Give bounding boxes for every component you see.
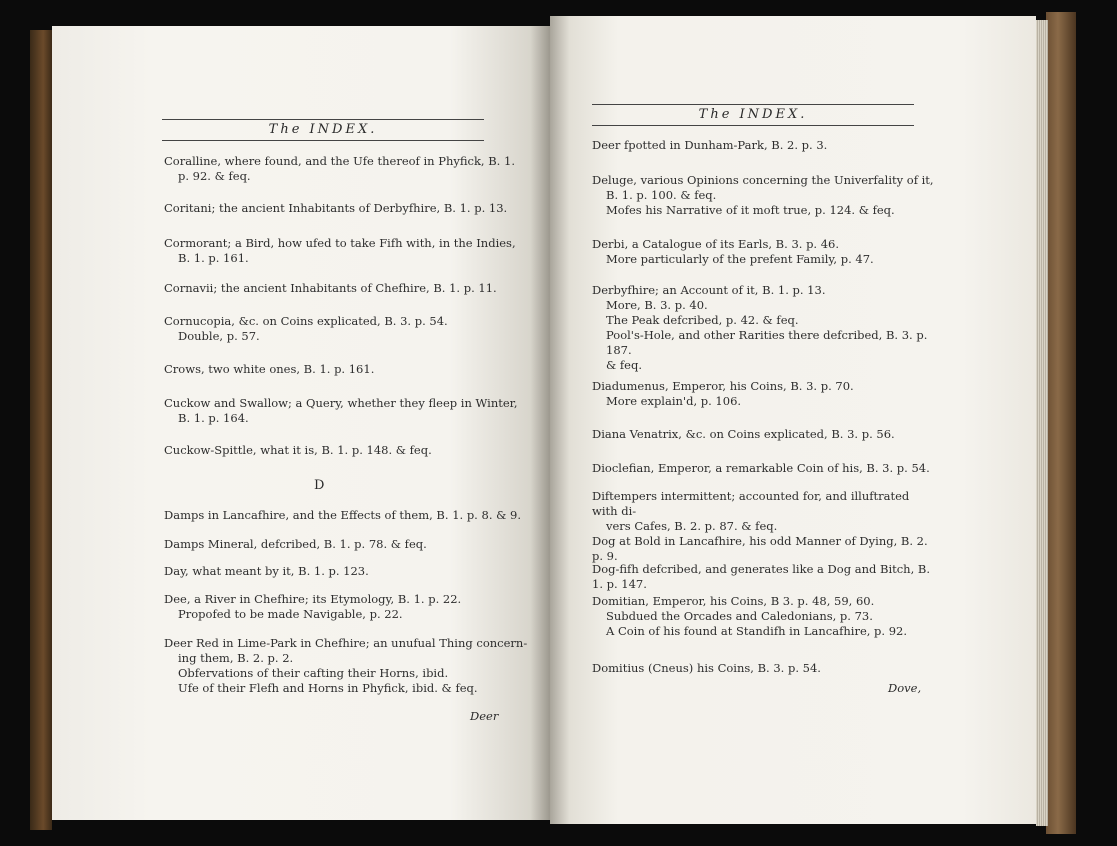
entry-headword-line: Day, what meant by it, B. 1. p. 123. bbox=[164, 564, 369, 578]
entry-continuation-line: B. 1. p. 161. bbox=[178, 251, 249, 265]
entry-headword-line: Cornucopia, &c. on Coins explicated, B. 3. p. 54. bbox=[164, 314, 448, 328]
index-entry bbox=[592, 534, 937, 564]
entry-headword-line: Domitian, Emperor, his Coins, B 3. p. 48, 59, 60. bbox=[592, 594, 875, 608]
index-entry bbox=[592, 138, 937, 153]
entry-continuation-line: Ufe of their Flefh and Horns in Phyfick, ibid. & feq. bbox=[178, 681, 478, 695]
entry-headword-line: Deer fpotted in Dunham-Park, B. 2. p. 3. bbox=[592, 138, 828, 152]
entry-continuation-line: More explain'd, p. 106. bbox=[606, 394, 742, 408]
entry-headword-line: Dog-fifh defcribed, and generates like a Dog and Bitch, B. 1. p. 147. bbox=[592, 562, 931, 591]
left-page-header: The INDEX. bbox=[268, 122, 378, 137]
right-page bbox=[550, 16, 1036, 824]
catchword: Deer bbox=[470, 709, 499, 723]
entry-continuation-line: A Coin of his found at Standifh in Lancafhire, p. 92. bbox=[606, 624, 908, 638]
entry-continuation-line: Double, p. 57. bbox=[178, 329, 260, 343]
entry-headword-line: Damps Mineral, defcribed, B. 1. p. 78. & feq. bbox=[164, 537, 427, 551]
index-entry bbox=[164, 396, 534, 426]
index-entry bbox=[164, 443, 534, 458]
entry-continuation-line: p. 92. & feq. bbox=[178, 169, 251, 183]
entry-headword-line: Coritani; the ancient Inhabitants of Derbyfhire, B. 1. p. 13. bbox=[164, 201, 508, 215]
entry-headword-line: Coralline, where found, and the Ufe thereof in Phyfick, B. 1. bbox=[164, 154, 515, 168]
entry-headword-line: Cuckow-Spittle, what it is, B. 1. p. 148. & feq. bbox=[164, 443, 432, 457]
entry-headword-line: Dioclefian, Emperor, a remarkable Coin of his, B. 3. p. 54. bbox=[592, 461, 930, 475]
header-rule-top bbox=[592, 104, 914, 105]
entry-headword-line: Diana Venatrix, &c. on Coins explicated, B. 3. p. 56. bbox=[592, 427, 895, 441]
index-entry bbox=[164, 314, 534, 344]
entry-continuation-line: Pool's-Hole, and other Rarities there defcribed, B. 3. p. 187. bbox=[606, 328, 928, 357]
entry-headword-line: Cuckow and Swallow; a Query, whether they fleep in Winter, bbox=[164, 396, 518, 410]
book-cover-right bbox=[1046, 12, 1076, 834]
index-entry bbox=[592, 379, 937, 409]
entry-headword-line: Damps in Lancafhire, and the Effects of them, B. 1. p. 8. & 9. bbox=[164, 508, 521, 522]
entry-continuation-line: Subdued the Orcades and Caledonians, p. 73. bbox=[606, 609, 873, 623]
index-entry bbox=[592, 173, 937, 218]
index-entry bbox=[592, 489, 937, 534]
entry-continuation-line: More particularly of the prefent Family, p. 47. bbox=[606, 252, 874, 266]
index-entry bbox=[164, 636, 534, 696]
header-rule-bottom bbox=[592, 125, 914, 126]
entry-continuation-line: Mofes his Narrative of it moft true, p. 124. & feq. bbox=[606, 203, 895, 217]
entry-headword-line: Diftempers intermittent; accounted for, and illuftrated with di- bbox=[592, 489, 910, 518]
index-entry bbox=[592, 283, 937, 373]
right-page-header: The INDEX. bbox=[698, 107, 808, 122]
entry-headword-line: Diadumenus, Emperor, his Coins, B. 3. p. 70. bbox=[592, 379, 854, 393]
index-entry bbox=[592, 237, 937, 267]
entry-headword-line: Dee, a River in Chefhire; its Etymology, B. 1. p. 22. bbox=[164, 592, 462, 606]
entry-headword-line: Deluge, various Opinions concerning the Univerfality of it, bbox=[592, 173, 934, 187]
entry-continuation-line: Obfervations of their cafting their Horns, ibid. bbox=[178, 666, 449, 680]
index-entry bbox=[164, 537, 534, 552]
index-entry bbox=[164, 201, 534, 216]
entry-headword-line: Cormorant; a Bird, how ufed to take Fifh with, in the Indies, bbox=[164, 236, 516, 250]
entry-continuation-line: Propofed to be made Navigable, p. 22. bbox=[178, 607, 403, 621]
entry-headword-line: Domitius (Cneus) his Coins, B. 3. p. 54. bbox=[592, 661, 821, 675]
entry-continuation-line: vers Cafes, B. 2. p. 87. & feq. bbox=[606, 519, 778, 533]
page-edges bbox=[1036, 20, 1048, 826]
index-entry bbox=[164, 236, 534, 266]
open-book bbox=[30, 12, 1076, 837]
index-entry bbox=[592, 427, 937, 442]
index-entry bbox=[164, 508, 534, 523]
entry-continuation-line: ing them, B. 2. p. 2. bbox=[178, 651, 294, 665]
book-cover-left bbox=[30, 30, 52, 830]
entry-headword-line: Derbi, a Catalogue of its Earls, B. 3. p. 46. bbox=[592, 237, 840, 251]
header-rule-bottom bbox=[162, 140, 484, 141]
index-entry bbox=[592, 661, 937, 676]
index-entry bbox=[164, 281, 534, 296]
section-letter: D bbox=[314, 478, 325, 493]
entry-continuation-line: B. 1. p. 100. & feq. bbox=[606, 188, 717, 202]
index-entry bbox=[164, 362, 534, 377]
catchword: Dove, bbox=[888, 681, 922, 695]
index-entry bbox=[164, 592, 534, 622]
entry-continuation-line: The Peak defcribed, p. 42. & feq. bbox=[606, 313, 799, 327]
entry-headword-line: Crows, two white ones, B. 1. p. 161. bbox=[164, 362, 375, 376]
index-entry bbox=[164, 564, 534, 579]
entry-continuation-line: & feq. bbox=[606, 358, 642, 372]
index-entry bbox=[592, 461, 937, 476]
entry-headword-line: Derbyfhire; an Account of it, B. 1. p. 13. bbox=[592, 283, 826, 297]
header-rule-top bbox=[162, 119, 484, 120]
index-entry bbox=[592, 562, 937, 592]
left-page bbox=[52, 26, 550, 820]
entry-headword-line: Cornavii; the ancient Inhabitants of Chefhire, B. 1. p. 11. bbox=[164, 281, 497, 295]
index-entry bbox=[164, 154, 534, 184]
entry-headword-line: Deer Red in Lime-Park in Chefhire; an unufual Thing concern- bbox=[164, 636, 528, 650]
index-entry bbox=[592, 594, 937, 639]
entry-continuation-line: More, B. 3. p. 40. bbox=[606, 298, 708, 312]
entry-headword-line: Dog at Bold in Lancafhire, his odd Manner of Dying, B. 2. p. 9. bbox=[592, 534, 928, 563]
entry-continuation-line: B. 1. p. 164. bbox=[178, 411, 249, 425]
